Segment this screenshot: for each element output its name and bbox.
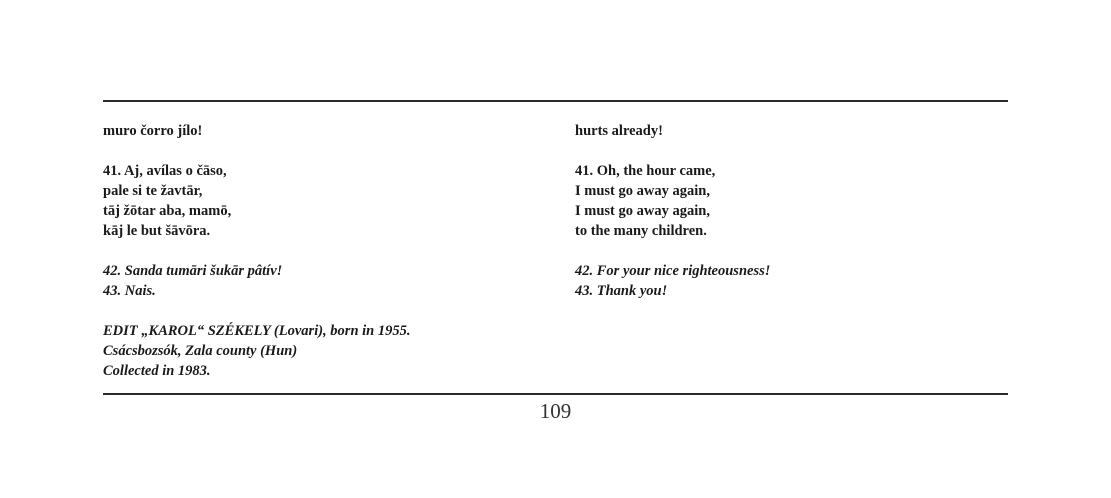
right-stanza-line: I must go away again, [575, 183, 710, 199]
left-note-line: 42. Sanda tumāri šukār pâtív! [103, 263, 283, 279]
left-stanza-line: 41. Aj, avílas o čāso, [103, 163, 227, 179]
right-stanza-line: I must go away again, [575, 203, 710, 219]
right-note-line: 42. For your nice righteousness! [575, 263, 771, 279]
left-stanza-line: kāj le but šāvōra. [103, 223, 211, 239]
source-location: Csácsbozsók, Zala county (Hun) [103, 343, 298, 359]
right-heading: hurts already! [575, 123, 663, 139]
left-stanza-line: pale si te žavtār, [103, 183, 203, 199]
top-rule [103, 100, 1008, 102]
page-number: 109 [539, 399, 572, 423]
source-informant: EDIT „KAROL“ SZÉKELY (Lovari), born in 1955. [103, 323, 411, 339]
left-stanza-line: tāj žōtar aba, mamō, [103, 203, 232, 219]
translation-column [575, 121, 1015, 301]
source-collected: Collected in 1983. [103, 363, 211, 379]
left-heading: muro čorro jílo! [103, 123, 203, 139]
original-text-column [103, 121, 543, 381]
left-note-line: 43. Nais. [103, 283, 156, 299]
right-stanza-line: to the many children. [575, 223, 707, 239]
right-stanza-line: 41. Oh, the hour came, [575, 163, 716, 179]
bottom-rule [103, 393, 1008, 395]
right-note-line: 43. Thank you! [575, 283, 668, 299]
